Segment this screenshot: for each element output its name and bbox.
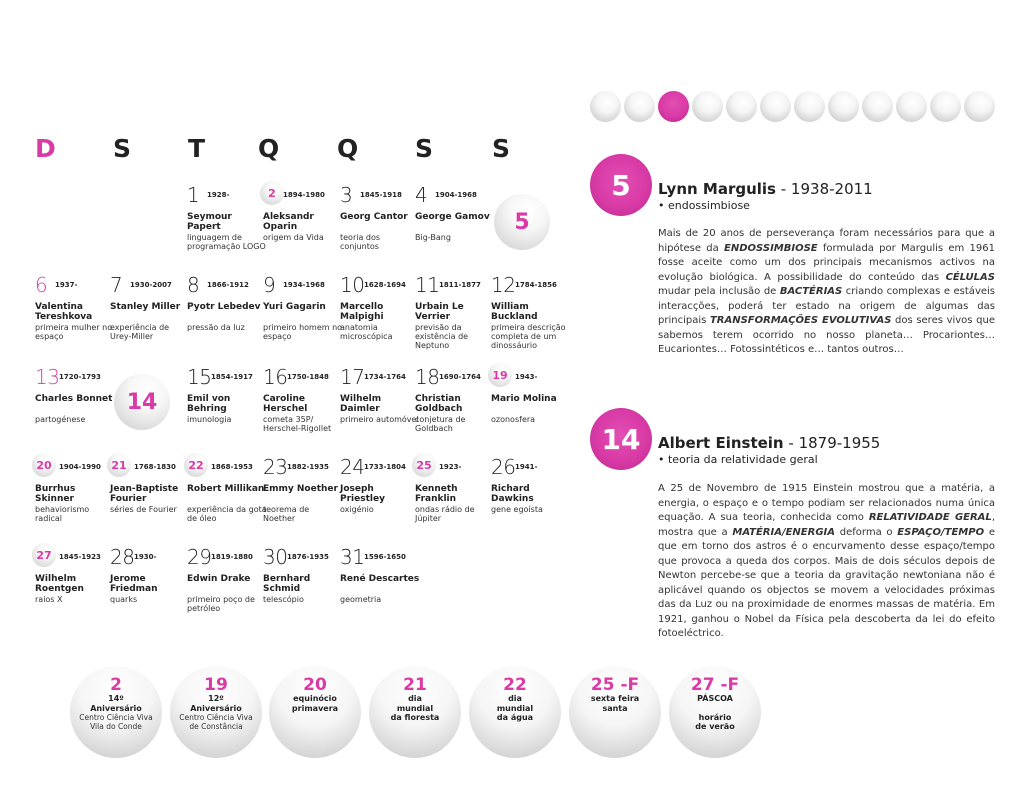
highlight-term: RELATIVIDADE GERAL [868,512,992,523]
day-number: 17 [340,365,365,389]
scientist-years: 1868-1953 [211,463,253,471]
scientist-years: 1876-1935 [287,553,329,561]
featured-subtitle: • endossimbiose [658,199,750,212]
scientist-years: 1596-1650 [364,553,406,561]
event-label: horário [698,712,732,722]
day-number: 8 [187,273,200,297]
featured-day-number: 14 [601,422,641,456]
scientist-name: Emil von Behring [187,394,231,414]
scientist-name: Jerome Friedman [110,574,158,594]
scientist-contribution: oxigénio [340,505,374,514]
scientist-years: 1894-1980 [283,191,325,199]
event-bubble [70,666,162,758]
event-bubble [669,666,761,758]
calendar-day-cell [110,546,190,632]
scientist-name: Charles Bonnet [35,394,113,404]
event-bubble [269,666,361,758]
scientist-years: 1866-1912 [207,281,249,289]
calendar-day-cell [187,184,267,270]
event-label: da água [496,713,534,722]
month-dot [692,91,723,122]
event-label: Centro Ciência Viva [79,713,153,722]
calendar-day-cell [340,274,420,360]
event-day: 25 -F [590,675,640,695]
scientist-contribution: Big-Bang [415,233,451,242]
scientist-years: 1904-1968 [435,191,477,199]
highlighted-day-sphere [114,374,170,430]
day-number: 5 [514,209,530,235]
weekday-header [35,134,535,164]
month-dot [590,91,621,122]
calendar-day-cell [263,184,343,270]
month-dot [658,91,689,122]
event-bubble [369,666,461,758]
calendar-day-cell [187,274,267,360]
scientist-years: 1943- [515,373,538,381]
event-label: 14º [108,694,124,703]
event-day: 27 -F [690,675,740,695]
highlight-term: TRANSFORMAÇÕES EVOLUTIVAS [709,315,892,326]
body-text: formulada por Margulis em 1961 fosse aceite como um dos principais mecanismos activos na evolução biológica. A possibilidade do conteúdo das [658,242,995,283]
weekday-monday: S [113,134,132,163]
calendar-day-cell [187,366,267,452]
body-text: Mais de 20 anos de perseverança foram necessários para que a hipótese da [658,228,995,254]
day-number: 11 [415,273,440,297]
featured-name: Lynn Margulis [658,180,776,198]
calendar-day-cell [35,456,115,542]
event-bubble [170,666,262,758]
scientist-name: Pyotr Lebedev [187,302,261,312]
calendar-day-cell [491,456,571,542]
scientist-contribution: raios X [35,595,63,604]
month-dot [760,91,791,122]
calendar-day-cell [35,366,115,452]
scientist-contribution: previsão da existência de Neptuno [415,323,469,350]
event-label: PÁSCOA [697,694,733,703]
day-number: 22 [188,458,204,472]
body-text: deforma o [835,526,898,538]
calendar-day-cell [340,366,420,452]
scientist-years: 1628-1694 [364,281,406,289]
featured-day-badge [590,408,652,470]
day-number: 7 [110,273,123,297]
event-bubble [569,666,661,758]
scientist-name: Yuri Gagarin [263,302,326,312]
weekday-wednesday: Q [258,134,280,163]
scientist-years: 1941- [515,463,538,471]
calendar-day-cell [340,546,420,632]
event-label: de verão [695,722,735,731]
featured-body [658,227,995,358]
scientist-contribution: geometria [340,595,382,604]
scientist-contribution: ozonosfera [491,415,536,424]
scientist-name: Christian Goldbach [415,394,463,414]
day-sphere [412,453,436,477]
event-day: 21 [403,675,427,695]
scientist-name: Richard Dawkins [491,484,534,504]
scientist-contribution: experiência de Urey-Miller [110,323,170,341]
event-label: equinócio [293,694,337,703]
calendar-day-cell [263,274,343,360]
event-label: mundial [496,703,534,713]
day-sphere [488,363,512,387]
event-day: 2 [110,675,122,695]
day-number: 3 [340,183,353,207]
scientist-contribution: quarks [110,595,138,604]
highlight-term: ENDOSSIMBIOSE [724,242,818,254]
scientist-contribution: primeiro poço de petróleo [187,595,255,613]
scientist-name: Edwin Drake [187,574,251,584]
scientist-contribution: partogénese [35,415,86,424]
calendar-day-cell [110,274,190,360]
scientist-contribution: primeira mulher no espaço [35,323,113,341]
weekday-tuesday: T [188,134,206,163]
scientist-years: 1750-1848 [287,373,329,381]
month-dot [930,91,961,122]
month-dot [964,91,995,122]
scientist-name: Kenneth Franklin [415,484,458,504]
scientist-name: Georg Cantor [340,212,408,222]
featured-day-badge [590,154,652,216]
body-text: e que em torno dos astros é o encurvamento desse espaço/tempo que provoca a queda dos corpos. Mais de dois séculos depois de Newton percebe-se que a teoria da gravitação newtoniana não é aplicável quando os objectos se movem a velocidades próximas das da Luz ou na proximidade de enormes massas de matéria. Em 1921, ganhou o Nobel da Física pela descoberta da lei do efeito fotoeléctrico. [658,526,995,639]
event-bubble [469,666,561,758]
scientist-contribution: behaviorismo radical [35,505,90,523]
event-day: 19 [204,675,228,695]
calendar-day-cell [187,546,267,632]
scientist-years: 1733-1804 [364,463,406,471]
calendar-day-cell [263,456,343,542]
scientist-years: 1882-1935 [287,463,329,471]
day-number: 9 [263,273,276,297]
scientist-name: Urbain Le Verrier [415,302,464,322]
scientist-years: 1930- [134,553,157,561]
scientist-years: 1928- [207,191,230,199]
scientist-name: Valentina Tereshkova [35,302,93,322]
calendar-day-cell [263,546,343,632]
day-number: 14 [126,389,158,415]
scientist-name: Mario Molina [491,394,557,404]
scientist-name: Joseph Priestley [340,484,385,504]
day-sphere [32,543,56,567]
weekday-friday: S [415,134,434,163]
scientist-contribution: origem da Vida [263,233,324,242]
featured-day-number: 5 [611,168,631,202]
scientist-years: 1720-1793 [59,373,101,381]
scientist-years: 1930-2007 [130,281,172,289]
scientist-name: George Gamov [415,212,490,222]
day-number: 28 [110,545,135,569]
scientist-name: Caroline Herschel [263,394,308,414]
event-label: dia [508,694,522,703]
weekday-saturday: S [492,134,511,163]
scientist-name: Aleksandr Oparin [263,212,314,232]
month-dot [624,91,655,122]
event-label: santa [602,703,628,713]
day-number: 19 [492,368,508,382]
day-sphere [184,453,208,477]
scientist-name: Emmy Noether [263,484,338,494]
scientist-contribution: anatomia microscópica [340,323,393,341]
calendar-day-cell [340,184,420,270]
scientist-name: René Descartes [340,574,420,584]
event-label: de Constância [189,722,243,731]
scientist-name: William Buckland [491,302,538,322]
calendar-day-cell [415,184,495,270]
body-text: criando complexas e estáveis interacções, poderá ter estado na origem de algumas das principais [658,286,995,326]
event-day: 22 [503,675,527,695]
day-number: 2 [268,186,276,200]
scientist-name: Robert Millikan [187,484,265,494]
calendar-day-cell [340,456,420,542]
day-sphere [260,181,284,205]
event-label [669,704,761,713]
scientist-years: 1784-1856 [515,281,557,289]
scientist-contribution: telescópio [263,595,304,604]
scientist-years: 1819-1880 [211,553,253,561]
event-label: mundial [396,703,434,713]
day-number: 4 [415,183,428,207]
body-text: , mostra que a [658,512,995,538]
event-label: Vila do Conde [90,722,142,731]
scientist-years: 1854-1917 [211,373,253,381]
day-number: 18 [415,365,440,389]
featured-subtitle: • teoria da relatividade geral [658,453,818,466]
month-dot [828,91,859,122]
scientist-name: Jean-Baptiste Fourier [110,484,179,504]
highlight-term: MATÉRIA/ENERGIA [732,526,836,538]
scientist-years: 1845-1918 [360,191,402,199]
day-number: 1 [187,183,200,207]
day-number: 31 [340,545,365,569]
scientist-contribution: gene egoísta [491,505,543,514]
scientist-name: Marcello Malpighi [340,302,384,322]
scientist-contribution: cometa 35P/ Herschel-Rigollet [263,415,332,433]
scientist-years: 1937- [55,281,78,289]
featured-years: - 1879-1955 [783,434,881,452]
event-label: Aniversário [90,703,142,713]
month-indicator [590,91,995,122]
weekday-sunday: D [35,134,56,163]
event-label: da floresta [390,713,440,722]
scientist-contribution: séries de Fourier [110,505,177,514]
calendar-day-cell [110,456,190,542]
scientist-contribution: experiência da gota de óleo [187,505,267,523]
scientist-contribution: primeiro automóvel [340,415,419,424]
calendar-day-cell [35,546,115,632]
event-day: 20 [303,675,327,695]
scientist-contribution: teoria dos conjuntos [340,233,381,251]
day-sphere [32,453,56,477]
highlight-term: ESPAÇO/TEMPO [897,526,985,538]
month-dot [896,91,927,122]
day-sphere [107,453,131,477]
event-label: 12º [208,694,224,703]
highlight-term: CÉLULAS [945,271,995,283]
featured-name: Albert Einstein [658,434,784,452]
event-label: Centro Ciência Viva [179,713,253,722]
body-text: dos seres vivos que sabemos terem ocorrido no nosso planeta… Procariontes… Eucariontes… Fotossintéticos e… tantos outros… [658,315,995,355]
day-number: 26 [491,455,516,479]
day-number: 23 [263,455,288,479]
scientist-years: 1934-1968 [283,281,325,289]
day-number: 29 [187,545,212,569]
highlight-term: BACTÉRIAS [779,286,843,297]
scientist-years: 1845-1923 [59,553,101,561]
day-number: 12 [491,273,516,297]
scientist-name: Burrhus Skinner [35,484,76,504]
month-dot [726,91,757,122]
highlighted-day-sphere [494,194,550,250]
calendar-day-cell [415,456,495,542]
day-number: 25 [416,458,432,472]
calendar-day-cell [491,366,571,452]
featured-title [658,434,880,452]
calendar-day-cell [415,274,495,360]
scientist-years: 1734-1764 [364,373,406,381]
calendar-day-cell [110,366,190,452]
scientist-contribution: primeiro homem no espaço [263,323,343,341]
weekday-thursday: Q [337,134,359,163]
calendar-day-cell [187,456,267,542]
scientist-name: Seymour Papert [187,212,232,232]
scientist-name: Wilhelm Roentgen [35,574,84,594]
day-number: 27 [36,548,52,562]
day-number: 15 [187,365,212,389]
scientist-years: 1690-1764 [439,373,481,381]
scientist-name: Wilhelm Daimler [340,394,382,414]
day-number: 20 [36,458,52,472]
featured-body [658,482,995,642]
calendar-day-cell [415,366,495,452]
scientist-name: Bernhard Schmid [263,574,311,594]
featured-years: - 1938-2011 [775,180,873,198]
scientist-contribution: imunologia [187,415,232,424]
body-text: A 25 de Novembro de 1915 Einstein mostrou que a matéria, a energia, o espaço e o tempo podiam ser relacionados numa única equação. A sua teoria, conhecida como [658,483,995,523]
month-dot [794,91,825,122]
scientist-years: 1923- [439,463,462,471]
day-number: 30 [263,545,288,569]
scientist-contribution: conjetura de Goldbach [415,415,466,433]
calendar-day-cell [491,274,571,360]
event-label: Aniversário [190,703,242,713]
event-label: dia [408,694,422,703]
scientist-contribution: teorema de Noether [263,505,310,523]
day-number: 21 [111,458,127,472]
day-number: 24 [340,455,365,479]
scientist-years: 1768-1830 [134,463,176,471]
calendar-day-cell [35,274,115,360]
featured-title [658,180,873,198]
calendar-day-cell [263,366,343,452]
scientist-contribution: primeira descrição completa de um dinossáurio [491,323,566,350]
scientist-contribution: pressão da luz [187,323,245,332]
day-number: 6 [35,273,48,297]
event-label: primavera [291,703,339,713]
scientist-years: 1811-1877 [439,281,481,289]
scientist-contribution: ondas rádio de Júpiter [415,505,475,523]
scientist-years: 1904-1990 [59,463,101,471]
day-number: 10 [340,273,365,297]
scientist-name: Stanley Miller [110,302,181,312]
day-number: 16 [263,365,288,389]
month-dot [862,91,893,122]
event-label: sexta feira [590,694,640,703]
body-text: mudar pela inclusão de [658,286,780,297]
scientist-contribution: linguagem de programação LOGO [187,233,266,251]
calendar-day-cell [491,184,571,270]
day-number: 13 [35,365,60,389]
